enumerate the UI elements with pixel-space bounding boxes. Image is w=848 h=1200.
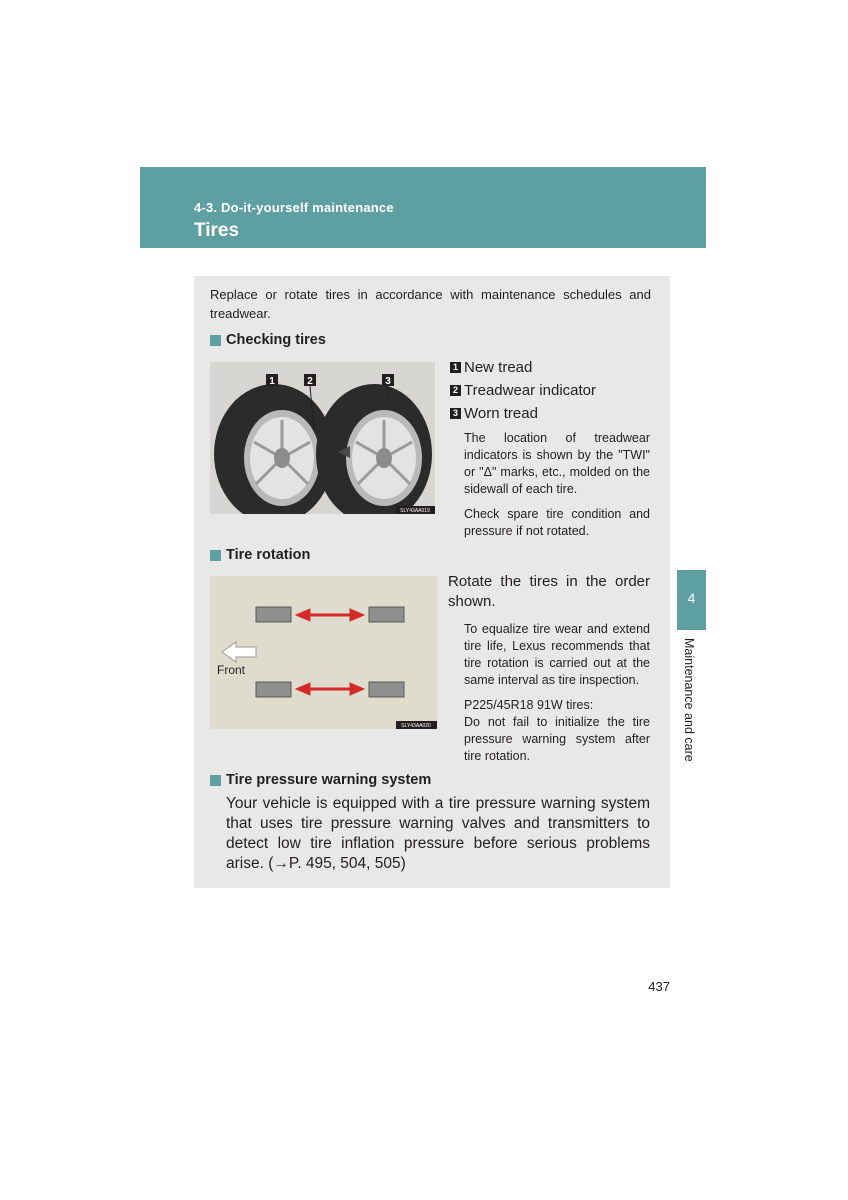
tire-rotation-heading	[210, 547, 310, 563]
tire-size-label: P225/45R18 91W tires:	[464, 698, 594, 712]
legend-number: 3	[450, 408, 461, 419]
header-bar	[140, 167, 706, 248]
front-label: Front	[217, 663, 246, 677]
page-number: 437	[648, 979, 670, 994]
tpws-initialize-note: Do not fail to initialize the tire pressure warning system after tire rotation.	[464, 715, 650, 763]
tpws-heading-text: Tire pressure warning system	[226, 772, 432, 788]
legend-item	[450, 356, 655, 379]
page-title: Tires	[194, 220, 240, 241]
tire-tread-illustration	[210, 362, 435, 514]
rotation-note: To equalize tire wear and extend tire life, Lexus recommends that tire rotation is carried out at the same interval as tire inspection.	[464, 622, 650, 687]
tread-legend	[450, 356, 655, 425]
checking-tires-heading	[210, 332, 326, 348]
svg-text:1: 1	[269, 376, 275, 387]
chapter-label: Maintenance and care	[682, 638, 696, 762]
legend-label: Treadwear indicator	[464, 382, 597, 399]
legend-item	[450, 402, 655, 425]
square-bullet-icon	[210, 335, 221, 346]
legend-number: 1	[450, 362, 461, 373]
square-bullet-icon	[210, 550, 221, 561]
content-box	[194, 276, 670, 888]
rotation-image-code: SLY43AA020	[401, 723, 431, 729]
rotation-instruction: Rotate the tires in the order shown.	[448, 573, 650, 610]
tire-rotation-diagram	[210, 576, 437, 729]
legend-label: Worn tread	[464, 405, 538, 422]
svg-text:2: 2	[307, 376, 313, 387]
legend-label: New tread	[464, 359, 533, 376]
checking-tires-heading-text: Checking tires	[226, 332, 326, 348]
rotation-drawing	[210, 576, 437, 729]
chapter-tab	[677, 570, 706, 630]
tire-tread-drawing	[210, 362, 435, 514]
svg-text:3: 3	[385, 376, 391, 387]
square-bullet-icon	[210, 775, 221, 786]
section-label: 4-3. Do-it-yourself maintenance	[194, 200, 394, 215]
legend-item	[450, 379, 655, 402]
legend-number: 2	[450, 385, 461, 396]
treadwear-note: The location of treadwear indicators is shown by the "TWI" or "Δ" marks, etc., molded on the sidewall of each tire.	[464, 431, 650, 496]
spare-tire-note: Check spare tire condition and pressure if not rotated.	[464, 507, 650, 538]
chapter-number: 4	[687, 590, 696, 606]
tire-rotation-heading-text: Tire rotation	[226, 547, 311, 563]
tpws-heading	[210, 772, 431, 788]
tpws-text: Your vehicle is equipped with a tire pressure warning system that uses tire pressure warning valves and transmitters to detect low tire inflation pressure before serious problems arise. (→P. 495, 504, 505)	[226, 795, 650, 872]
intro-text: Replace or rotate tires in accordance with maintenance schedules and treadwear.	[210, 287, 651, 321]
tire-image-code: SLY43AA019	[400, 508, 430, 514]
